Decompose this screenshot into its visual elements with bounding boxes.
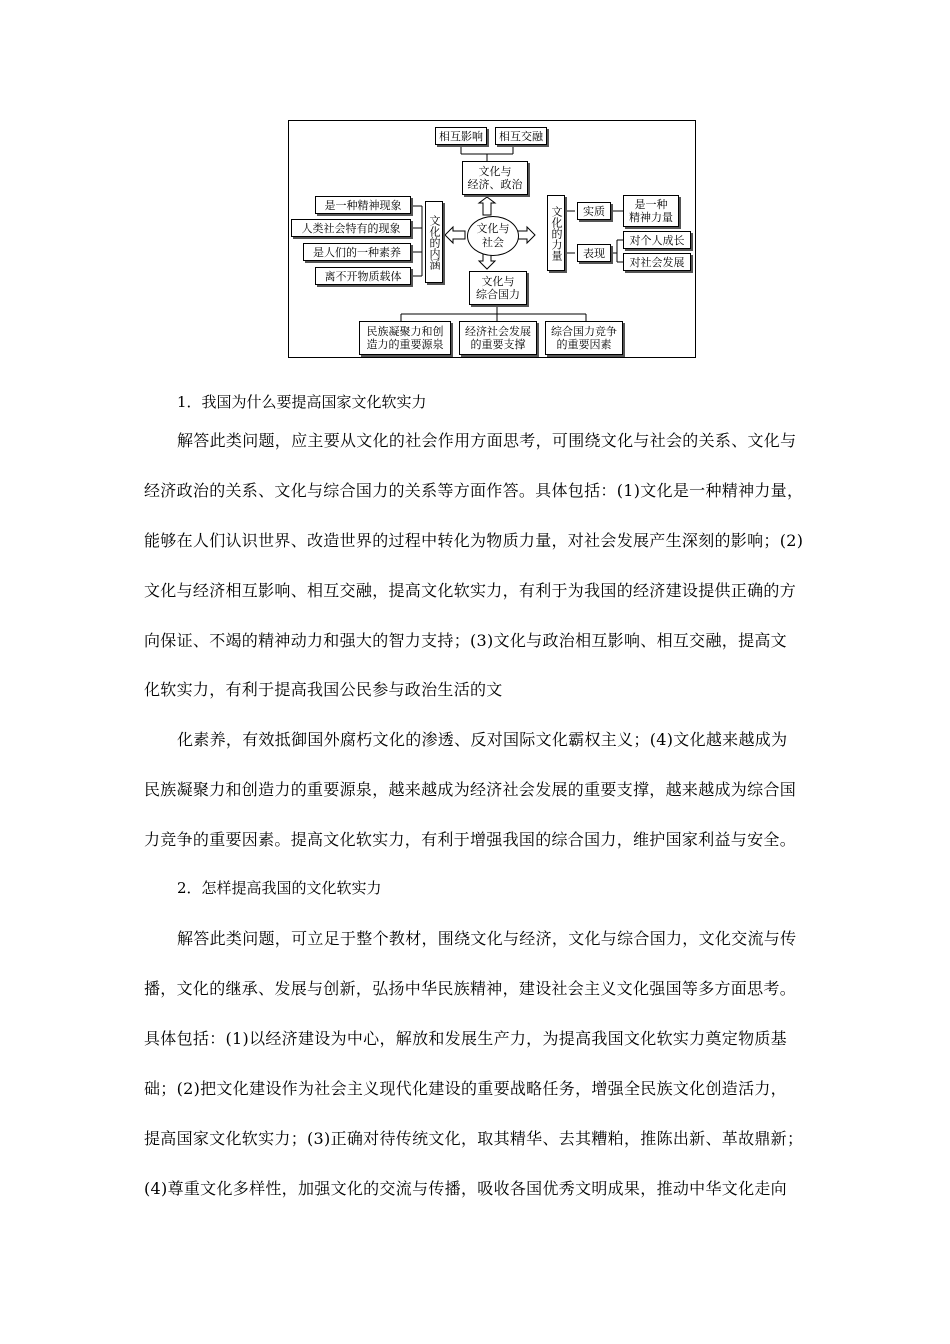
culture-society-node: 文化与 社会 bbox=[467, 216, 519, 256]
concept-diagram bbox=[288, 120, 696, 358]
section2-line: 具体包括：(1)以经济建设为中心，解放和发展生产力，为提高我国文化软实力奠定物质基 bbox=[144, 1029, 787, 1048]
section1-line: 经济政治的关系、文化与综合国力的关系等方面作答。具体包括：(1)文化是一种精神力量， bbox=[144, 481, 804, 500]
section1-line: 化软实力，有利于提高我国公民参与政治生活的文 bbox=[144, 680, 503, 699]
manifest-box: 表现 bbox=[577, 244, 611, 262]
connotation-item-3: 是人们的一种素养 bbox=[303, 243, 411, 261]
bottom-item-3: 综合国力竞争 的重要因素 bbox=[545, 321, 623, 355]
section1-line: 解答此类问题，应主要从文化的社会作用方面思考，可围绕文化与社会的关系、文化与 bbox=[177, 431, 797, 450]
culture-politics-box: 文化与 经济、政治 bbox=[462, 161, 528, 195]
section1-line: 向保证、不竭的精神动力和强大的智力支持；(3)文化与政治相互影响、相互交融，提高文 bbox=[144, 631, 787, 650]
manifest-item-1: 对个人成长 bbox=[623, 231, 691, 249]
connotation-item-1: 是一种精神现象 bbox=[315, 196, 411, 214]
mutual-influence-box: 相互影响 bbox=[435, 127, 487, 145]
bottom-item-1: 民族凝聚力和创 造力的重要源泉 bbox=[359, 321, 451, 355]
section2-heading: 2．怎样提高我国的文化软实力 bbox=[177, 879, 382, 897]
essence-item-box: 是一种 精神力量 bbox=[623, 195, 679, 227]
connotation-title: 文化的内涵 bbox=[425, 201, 443, 283]
connotation-item-4: 离不开物质载体 bbox=[315, 267, 411, 285]
bottom-item-2: 经济社会发展 的重要支撑 bbox=[459, 321, 537, 355]
section2-line: 播，文化的继承、发展与创新，弘扬中华民族精神，建设社会主义文化强国等多方面思考。 bbox=[144, 979, 797, 998]
section1-line: 能够在人们认识世界、改造世界的过程中转化为物质力量，对社会发展产生深刻的影响；(2) bbox=[144, 531, 804, 550]
culture-power-box: 文化与 综合国力 bbox=[469, 271, 527, 305]
section1-line: 力竞争的重要因素。提高文化软实力，有利于增强我国的综合国力，维护国家利益与安全。 bbox=[144, 830, 797, 849]
essence-box: 实质 bbox=[577, 202, 611, 220]
mutual-blend-box: 相互交融 bbox=[495, 127, 547, 145]
section1-line: 文化与经济相互影响、相互交融，提高文化软实力，有利于为我国的经济建设提供正确的方 bbox=[144, 581, 797, 600]
section1-line: 化素养，有效抵御国外腐朽文化的渗透、反对国际文化霸权主义；(4)文化越来越成为 bbox=[177, 730, 788, 749]
section2-line: 础；(2)把文化建设作为社会主义现代化建设的重要战略任务，增强全民族文化创造活力， bbox=[144, 1079, 787, 1098]
manifest-item-2: 对社会发展 bbox=[623, 253, 691, 271]
connotation-item-2: 人类社会特有的现象 bbox=[291, 219, 411, 237]
section1-heading: 1．我国为什么要提高国家文化软实力 bbox=[177, 393, 427, 411]
strength-title: 文化的力量 bbox=[547, 195, 565, 271]
section2-line: 解答此类问题，可立足于整个教材，围绕文化与经济，文化与综合国力，文化交流与传 bbox=[177, 929, 797, 948]
section2-line: (4)尊重文化多样性，加强文化的交流与传播，吸收各国优秀文明成果，推动中华文化走向 bbox=[144, 1179, 787, 1198]
section1-line: 民族凝聚力和创造力的重要源泉，越来越成为经济社会发展的重要支撑，越来越成为综合国 bbox=[144, 780, 797, 799]
section2-line: 提高国家文化软实力；(3)正确对待传统文化，取其精华、去其糟粕，推陈出新、革故鼎新； bbox=[144, 1129, 804, 1148]
